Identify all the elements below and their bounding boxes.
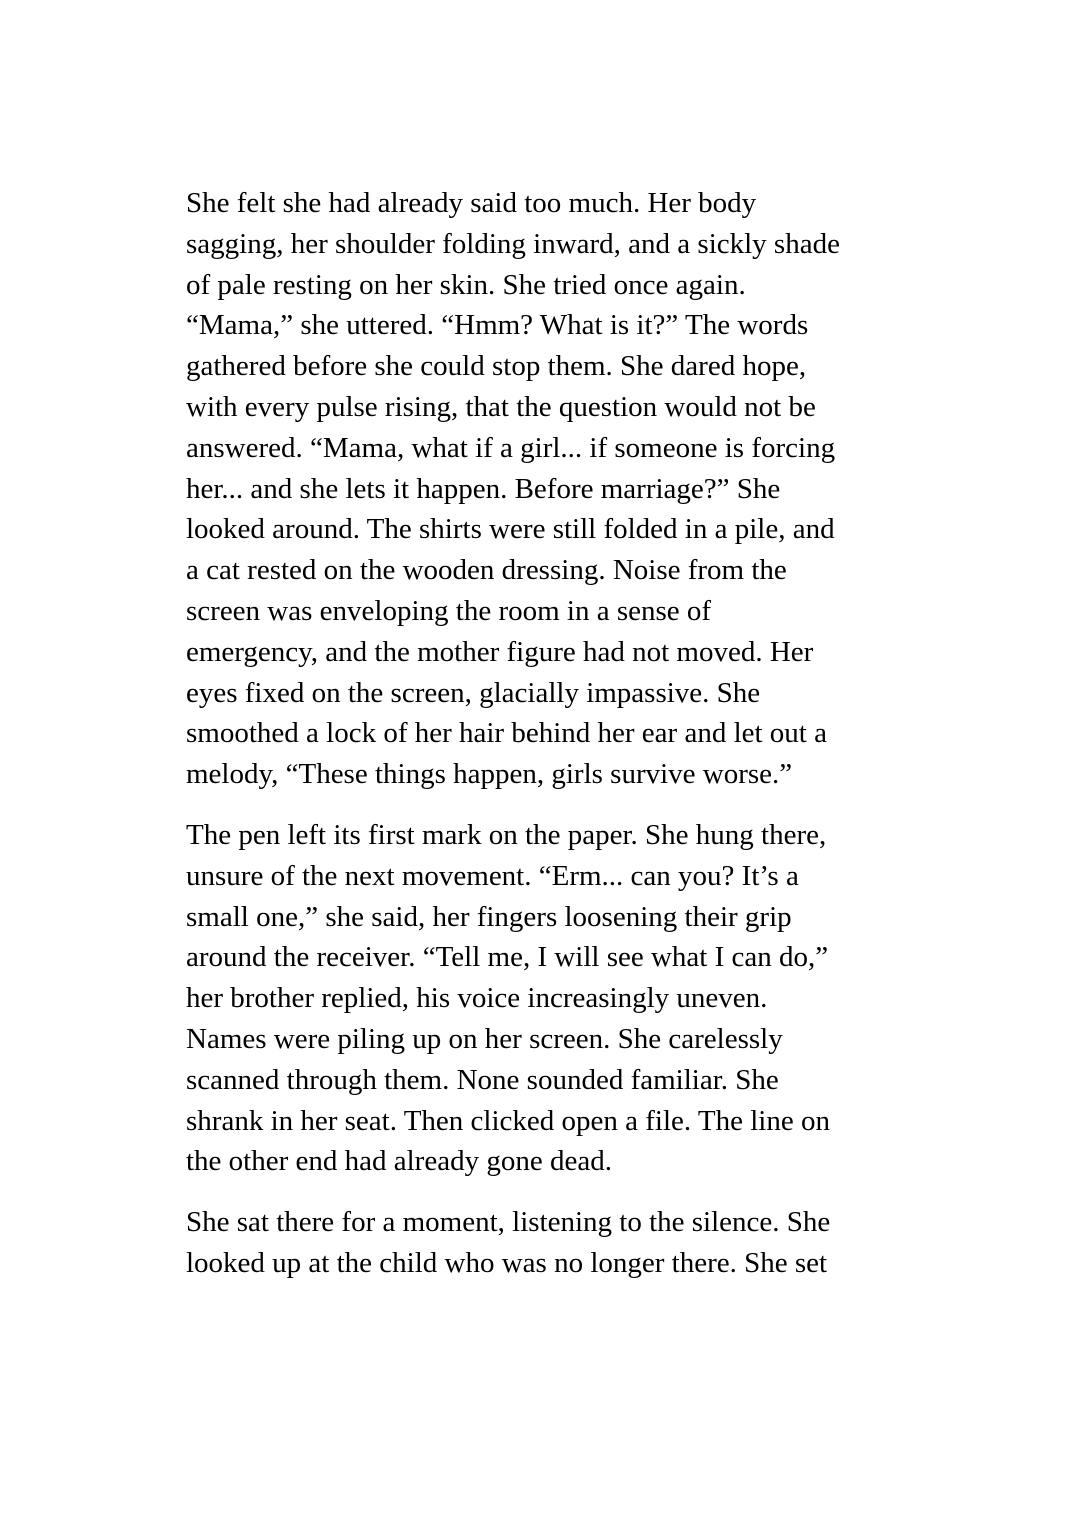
text-line: her brother replied, his voice increasingly uneven. (186, 982, 768, 1015)
text-line: eyes fixed on the screen, glacially impassive. She (186, 676, 761, 709)
text-line: Names were piling up on her screen. She carelessly (186, 1022, 783, 1055)
text-line: sagging, her shoulder folding inward, and a sickly shade (186, 227, 840, 260)
text-line: shrank in her seat. Then clicked open a file. The line on (186, 1104, 830, 1137)
text-line: looked up at the child who was no longer there. She set (186, 1246, 828, 1279)
text-line: screen was enveloping the room in a sense of (186, 594, 712, 627)
paragraph-3 (186, 1202, 886, 1284)
text-line: her... and she lets it happen. Before marriage?” She (186, 472, 781, 505)
text-line: unsure of the next movement. “Erm... can you? It’s a (186, 859, 799, 892)
text-line: melody, “These things happen, girls survive worse.” (186, 758, 793, 791)
text-line: emergency, and the mother figure had not moved. Her (186, 635, 814, 668)
text-line: gathered before she could stop them. She dared hope, (186, 350, 807, 383)
text-line: answered. “Mama, what if a girl... if someone is forcing (186, 431, 836, 464)
text-line: “Mama,” she uttered. “Hmm? What is it?” The words (186, 309, 809, 342)
text-line: scanned through them. None sounded familiar. She (186, 1063, 779, 1096)
body-text (186, 183, 886, 1284)
text-line: She felt she had already said too much. Her body (186, 187, 757, 219)
text-line: The pen left its first mark on the paper. She hung there, (186, 818, 827, 851)
text-line: small one,” she said, her fingers loosening their grip (186, 900, 792, 933)
paragraph-2 (186, 815, 886, 1182)
text-line: She sat there for a moment, listening to the silence. She (186, 1206, 831, 1239)
text-line: smoothed a lock of her hair behind her ear and let out a (186, 717, 827, 750)
paragraph-1 (186, 183, 886, 795)
text-line: the other end had already gone dead. (186, 1145, 612, 1178)
text-line: around the receiver. “Tell me, I will see what I can do,” (186, 941, 829, 974)
text-line: looked around. The shirts were still folded in a pile, and (186, 513, 835, 546)
text-line: of pale resting on her skin. She tried once again. (186, 268, 746, 301)
text-line: a cat rested on the wooden dressing. Noise from the (186, 554, 787, 587)
text-line: with every pulse rising, that the question would not be (186, 390, 816, 423)
